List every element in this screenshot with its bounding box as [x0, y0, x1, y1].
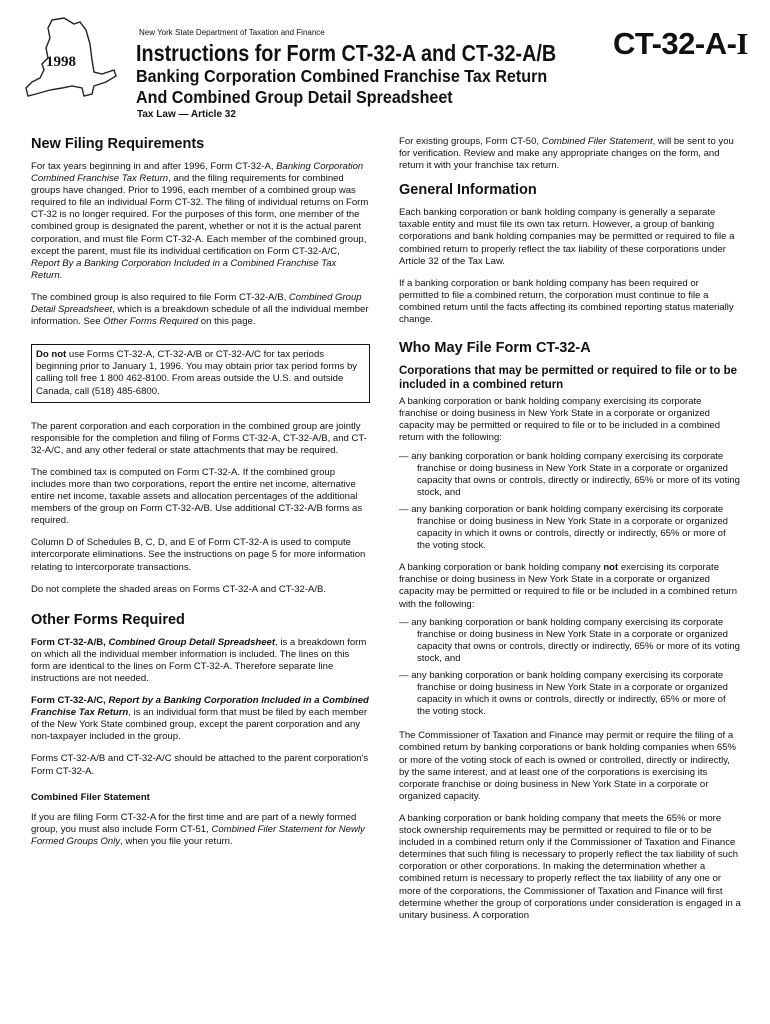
paragraph: The parent corporation and each corporation in the combined group are jointly responsible for the completion and filing of Forms CT-32-A, CT-32-A/B, and CT-32-A/C, and any other federal or state attachments that may be required. — [31, 420, 367, 456]
paragraph: Form CT-32-A/C, Report by a Banking Corporation Included in a Combined Franchise Tax Return, is an individual form that must be filed by each member of the New York State combined group, except the parent corporation and any non-taxpayer included in the group. — [31, 695, 369, 743]
agency-name: New York State Department of Taxation and Finance — [139, 28, 325, 37]
paragraph: Do not complete the shaded areas on Forms CT-32-A and CT-32-A/B. — [31, 583, 327, 595]
right-column — [399, 136, 741, 932]
paragraph: The combined tax is computed on Form CT-32-A. If the combined group includes more than two corporations, report the entire net income, alternative entire net income, taxable assets and allocation percentages of the additional members of the group on Form CT-32-A/B. Use additional CT-32-A/B forms as required. — [31, 466, 363, 527]
page-subtitle: Banking Corporation Combined Franchise Tax Return And Combined Group Detail Spreadsheet — [136, 66, 548, 107]
list-item: — any banking corporation or bank holding company exercising its corporate franchise or doing business in New York State in a corporate or organized capacity that owns or controls, directly or indirectly, 65% or more of its voting stock, and — [399, 616, 740, 664]
paragraph: For tax years beginning in and after 1996, Form CT-32-A, Banking Corporation Combined Franchise Tax Return, and the filing requirements for combined groups have changed. Prior to 1996, each member of a combined group was required to file an individual Form CT-32. The filing of individual returns on Form CT-32 is no longer required. For the purposes of this form, one member of the combined group is designated the parent, whether or not it is the actual parent corporation, and must file Form CT-32-A. Each member of the combined group, except the parent, must file its individual certification on Form CT-32-A/C, Report By a Banking Corporation Included in a Combined Franchise Tax Return. — [31, 161, 369, 281]
subheading-corporations: Corporations that may be permitted or required to file or to be included in a combined return — [399, 365, 738, 391]
paragraph: If a banking corporation or bank holding company has been required or permitted to file a combined return, the corporation must continue to file a combined return until the facts affecting its combined reporting status materially change. — [399, 277, 734, 326]
logo-year: 1998 — [46, 54, 76, 70]
list-item: — any banking corporation or bank holding company exercising its corporate franchise or doing business in New York State in a corporate or organized capacity that owns or controls, directly or indirectly, 65% or more of its voting stock, and — [399, 450, 740, 498]
paragraph: Column D of Schedules B, C, D, and E of Form CT-32-A is used to compute intercorporate eliminations. See the instructions on page 5 for more information relating to intercorporate transactions. — [31, 537, 366, 573]
paragraph: A banking corporation or bank holding company not exercising its corporate franchise or doing business in New York State in a corporate or organized capacity may be permitted or required to file or be included in a combined return with the following: — [399, 562, 738, 610]
heading-combined-filer-statement: Combined Filer Statement — [31, 791, 150, 803]
tax-law-reference: Tax Law — Article 32 — [137, 109, 236, 120]
heading-other-forms-required: Other Forms Required — [31, 611, 185, 628]
list-item: — any banking corporation or bank holding company exercising its corporate franchise or doing business in New York State in a corporate or organized capacity in which it owns or controls, directly or indirectly, 65% or more of the voting stock. — [399, 503, 728, 552]
paragraph: If you are filing Form CT-32-A for the first time and are part of a newly formed group, you must also include Form CT-51, Combined Filer Statement for Newly Formed Groups Only, when you file your return. — [31, 811, 365, 847]
paragraph: Each banking corporation or bank holding company is generally a separate taxable entity and must file its own tax return. However, a group of banking corporations and bank holding companies may be permitted or required to file a combined return to properly reflect the tax liability of these corporations under Article 32 of the Tax Law. — [399, 207, 735, 267]
paragraph: Form CT-32-A/B, Combined Group Detail Spreadsheet, is a breakdown form on which all the individual member information is included. The lines on this form are identical to the lines on Form CT-32-A. Therefore separate line instructions are not needed. — [31, 636, 367, 684]
paragraph: Forms CT-32-A/B and CT-32-A/C should be attached to the parent corporation's Form CT-32-A. — [31, 753, 369, 777]
form-code: CT-32-A-I — [612, 26, 748, 61]
new-york-state-map-logo — [22, 14, 118, 108]
paragraph: The combined group is also required to file Form CT-32-A/B, Combined Group Detail Spreadsheet, which is a breakdown schedule of all the individual member information. See Other Forms Required on this page. — [31, 291, 369, 328]
heading-who-may-file: Who May File Form CT-32-A — [399, 340, 591, 357]
list-item: — any banking corporation or bank holding company exercising its corporate franchise or doing business in New York State in a corporate or organized capacity in which it owns or controls, directly or indirectly, 65% or more of the voting stock. — [399, 670, 728, 718]
page-title: Instructions for Form CT-32-A and CT-32-A/B — [136, 40, 557, 66]
paragraph: For existing groups, Form CT-50, Combined Filer Statement, will be sent to you for verification. Review and make any appropriate changes on the form, and return it with your franchise tax return. — [399, 136, 734, 172]
paragraph: The Commissioner of Taxation and Finance may permit or require the filing of a combined return by banking corporations or bank holding companies when 65% or more of the voting stock of each is owned or controlled, directly or indirectly, by the same interest, and at least one of the corporations is exercising its corporate franchise or doing business in New York State in a corporate or organized capacity. — [399, 730, 736, 802]
heading-new-filing-requirements: New Filing Requirements — [31, 136, 205, 152]
paragraph: A banking corporation or bank holding company that meets the 65% or more stock ownership requirements may be permitted or required to file or to be included in a combined return only if the Commissioner of Taxation and Finance determines that such filing is necessary to properly reflect the tax liability of such corporation or other corporations. In making the determination whether a combined return is necessary to properly reflect the tax liability of any one or more of the corporations, the Commissioner of Taxation and Finance will first determine whether the group of corporations under consideration is engaged in a unitary business. A corporation — [399, 812, 741, 921]
paragraph: A banking corporation or bank holding company exercising its corporate franchise or doing business in New York State in a corporate or organized capacity may be permitted or required to file or to be included in a combined return with the following: — [399, 396, 721, 444]
heading-general-information: General Information — [399, 182, 537, 199]
notice-box: Do not use Forms CT-32-A, CT-32-A/B or CT-32-A/C for tax periods beginning prior to January 1, 1996. You may obtain prior tax period forms by calling toll free 1 800 462-8100. From areas outside the U.S. and outside Canada, call (518) 485-6800. — [31, 344, 370, 402]
left-column — [31, 136, 370, 858]
